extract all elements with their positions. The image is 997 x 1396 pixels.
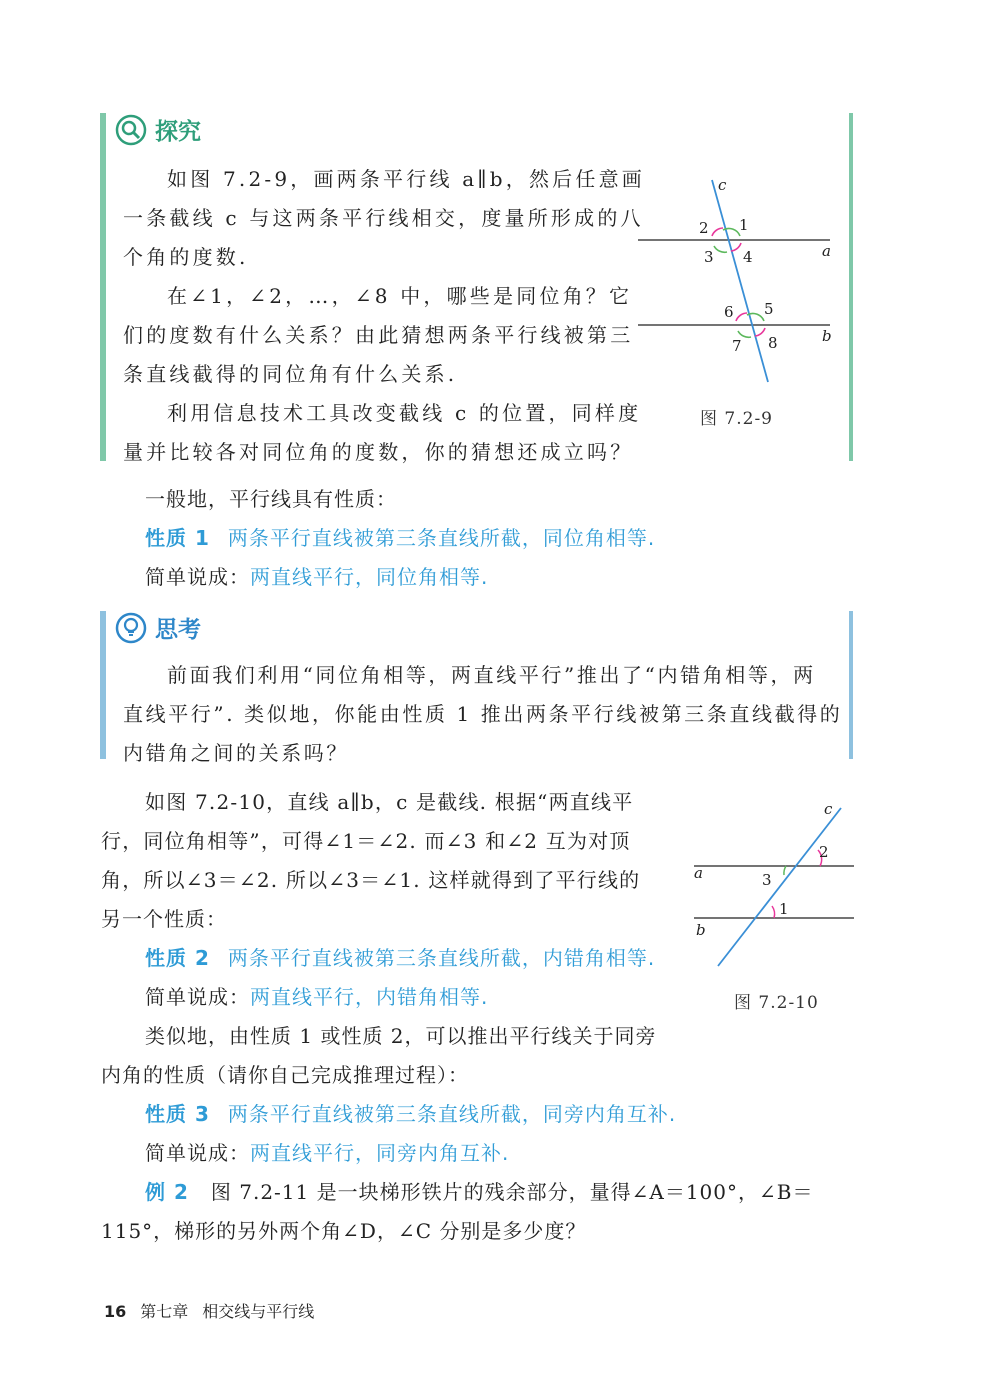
property-2 bbox=[145, 942, 655, 971]
body2-line-1: 类似地，由性质 1 或性质 2，可以推出平行线关于同旁 bbox=[145, 1024, 657, 1048]
explore-line-4: 在∠1，∠2，…，∠8 中，哪些是同位角？它 bbox=[167, 284, 633, 308]
fig1-label-6: 6 bbox=[724, 303, 734, 321]
example-2-line-2: 115°，梯形的另外两个角∠D，∠C 分别是多少度？ bbox=[101, 1219, 587, 1243]
fig1-label-2: 2 bbox=[699, 219, 709, 237]
think-left-bar bbox=[100, 611, 106, 759]
chapter-label: 第七章 bbox=[140, 1302, 189, 1321]
fig2-label-1: 1 bbox=[779, 900, 789, 918]
fig2-label-a: a bbox=[694, 864, 703, 882]
explore-line-7: 利用信息技术工具改变截线 c 的位置，同样度 bbox=[167, 401, 642, 425]
property-2-short bbox=[145, 981, 488, 1010]
fig1-label-8: 8 bbox=[768, 334, 778, 352]
property-3-short-prefix: 简单说成： bbox=[145, 1141, 250, 1165]
fig1-label-a: a bbox=[822, 242, 831, 260]
explore-line-1: 如图 7.2-9，画两条平行线 a∥b，然后任意画 bbox=[167, 167, 645, 191]
figure-7-2-10 bbox=[688, 798, 858, 973]
think-icon bbox=[115, 612, 145, 642]
property-1 bbox=[145, 522, 655, 551]
fig1-label-7: 7 bbox=[732, 337, 742, 355]
property-1-short-text: 两直线平行，同位角相等. bbox=[250, 565, 489, 589]
explore-line-6: 条直线截得的同位角有什么关系. bbox=[123, 362, 458, 386]
example-2-text-1: 图 7.2-11 是一块梯形铁片的残余部分，量得∠A＝100°，∠B＝ bbox=[210, 1180, 814, 1204]
body1-line-1: 如图 7.2-10，直线 a∥b，c 是截线. 根据“两直线平 bbox=[145, 790, 634, 814]
think-line-2: 直线平行”. 类似地，你能由性质 1 推出两条平行线被第三条直线截得的 bbox=[123, 702, 843, 726]
think-right-bar bbox=[849, 611, 853, 759]
fig2-label-3: 3 bbox=[762, 871, 772, 889]
intro-text: 一般地，平行线具有性质： bbox=[145, 487, 397, 511]
page-footer bbox=[104, 1299, 314, 1322]
figure-7-2-9-caption: 图 7.2-9 bbox=[700, 409, 773, 429]
fig1-label-c: c bbox=[718, 176, 727, 194]
property-1-text: 两条平行直线被第三条直线所截，同位角相等. bbox=[227, 526, 656, 550]
body1-line-2: 行，同位角相等”，可得∠1＝∠2. 而∠3 和∠2 互为对顶 bbox=[101, 829, 631, 853]
explore-line-5: 们的度数有什么关系？由此猜想两条平行线被第三 bbox=[123, 323, 634, 347]
fig2-label-b: b bbox=[696, 921, 706, 939]
property-1-label: 性质 1 bbox=[145, 526, 210, 550]
property-3-text: 两条平行直线被第三条直线所截，同旁内角互补. bbox=[227, 1102, 677, 1126]
explore-line-8: 量并比较各对同位角的度数，你的猜想还成立吗？ bbox=[123, 440, 634, 464]
example-2-label: 例 2 bbox=[145, 1180, 189, 1204]
explore-heading: 探究 bbox=[155, 119, 201, 145]
fig1-label-4: 4 bbox=[743, 248, 753, 266]
property-3 bbox=[145, 1098, 676, 1127]
fig2-label-2: 2 bbox=[819, 843, 829, 861]
explore-right-bar bbox=[849, 113, 853, 461]
property-1-short-prefix: 简单说成： bbox=[145, 565, 250, 589]
think-heading: 思考 bbox=[155, 617, 201, 643]
explore-line-3: 个角的度数. bbox=[123, 245, 249, 269]
property-3-label: 性质 3 bbox=[145, 1102, 210, 1126]
explore-icon bbox=[115, 114, 145, 144]
fig1-label-5: 5 bbox=[764, 300, 774, 318]
body2-line-2: 内角的性质（请你自己完成推理过程）： bbox=[101, 1063, 469, 1087]
chapter-title: 相交线与平行线 bbox=[202, 1302, 315, 1321]
property-3-short-text: 两直线平行，同旁内角互补. bbox=[250, 1141, 510, 1165]
think-line-1: 前面我们利用“同位角相等，两直线平行”推出了“内错角相等，两 bbox=[167, 663, 816, 687]
explore-line-2: 一条截线 c 与这两条平行线相交，度量所形成的八 bbox=[123, 206, 644, 230]
example-2-line-1 bbox=[145, 1176, 813, 1205]
property-2-label: 性质 2 bbox=[145, 946, 210, 970]
property-3-short bbox=[145, 1137, 509, 1166]
body1-line-4: 另一个性质： bbox=[101, 907, 227, 931]
body1-line-3: 角，所以∠3＝∠2. 所以∠3＝∠1. 这样就得到了平行线的 bbox=[101, 868, 641, 892]
fig2-label-c: c bbox=[824, 800, 833, 818]
property-1-short bbox=[145, 561, 488, 590]
figure-7-2-9 bbox=[630, 170, 845, 390]
figure-7-2-10-caption: 图 7.2-10 bbox=[734, 993, 819, 1013]
think-line-3: 内错角之间的关系吗？ bbox=[123, 741, 349, 765]
explore-left-bar bbox=[100, 113, 106, 461]
fig1-label-1: 1 bbox=[739, 216, 749, 234]
property-2-short-prefix: 简单说成： bbox=[145, 985, 250, 1009]
page-number: 16 bbox=[104, 1302, 127, 1321]
property-2-text: 两条平行直线被第三条直线所截，内错角相等. bbox=[227, 946, 656, 970]
property-2-short-text: 两直线平行，内错角相等. bbox=[250, 985, 489, 1009]
fig1-label-b: b bbox=[822, 327, 832, 345]
fig1-label-3: 3 bbox=[704, 248, 714, 266]
